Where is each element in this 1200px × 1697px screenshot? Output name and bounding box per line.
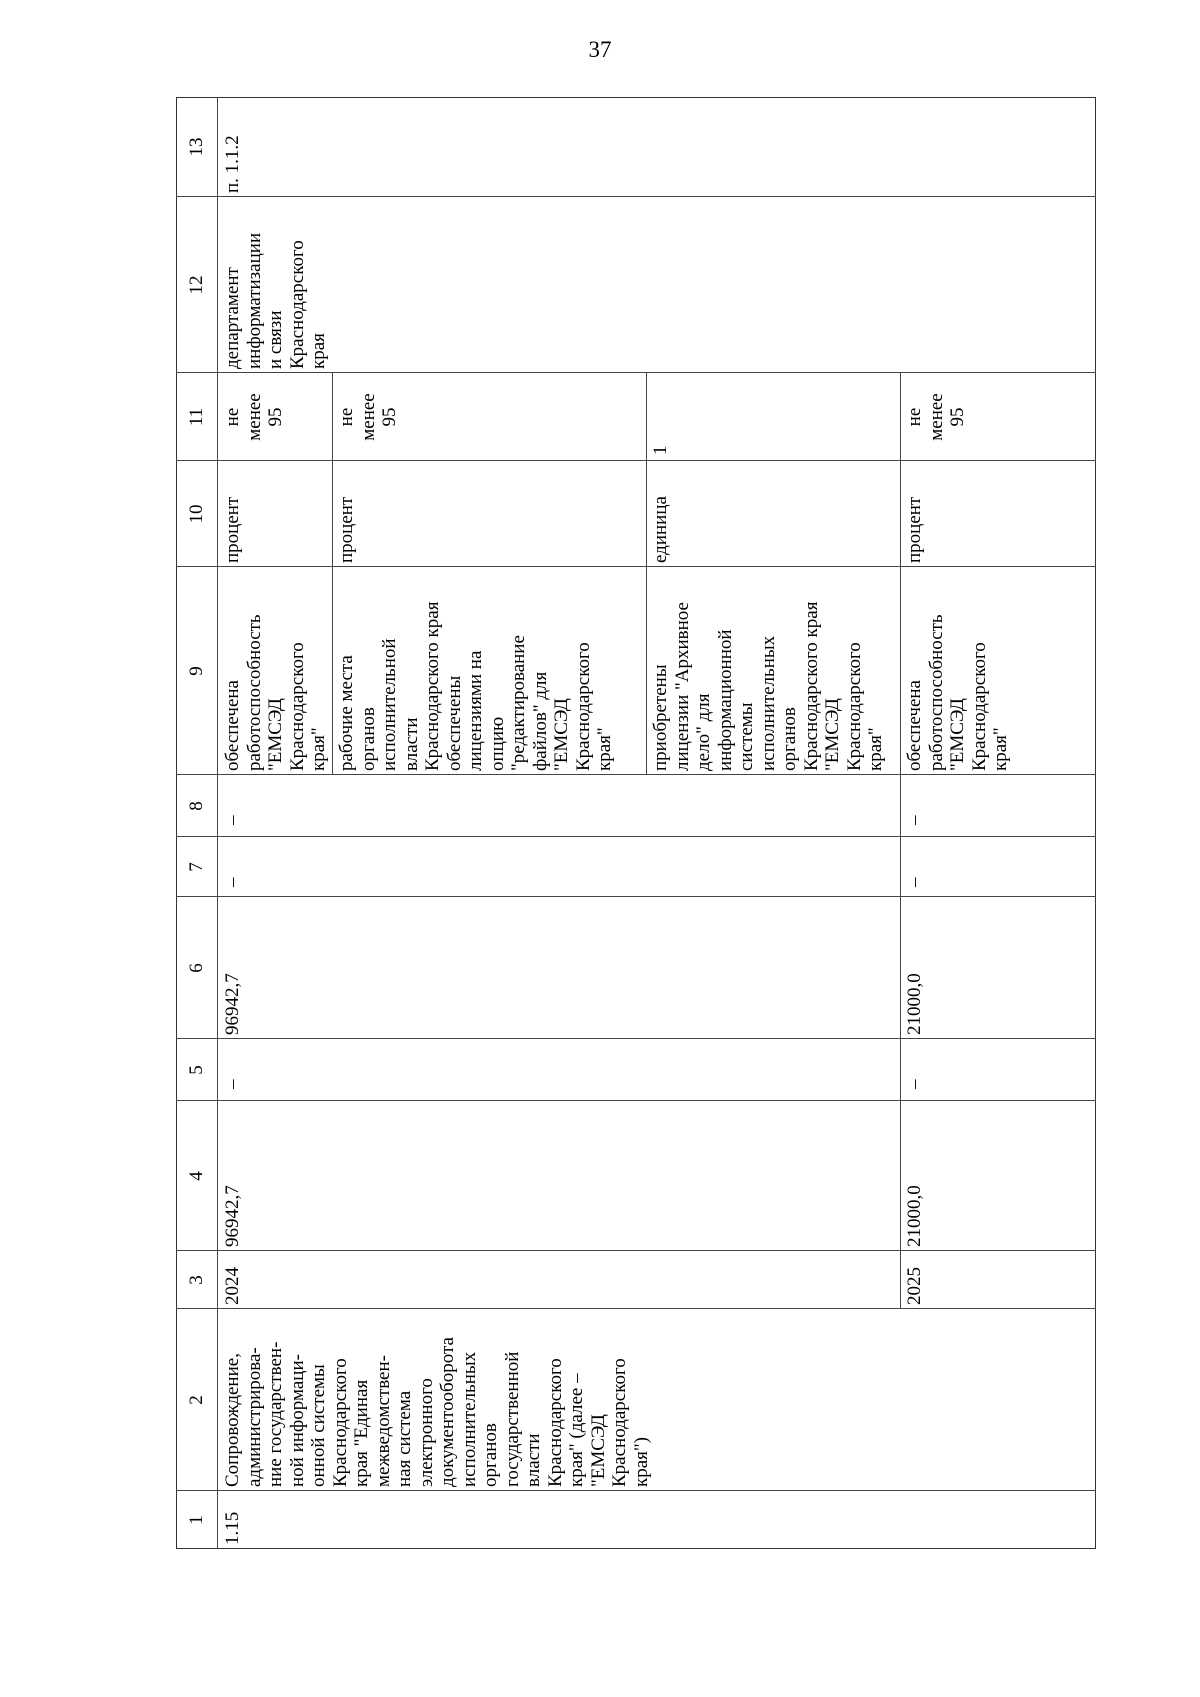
col7-2024: – bbox=[222, 877, 243, 887]
header-col-11: 11 bbox=[186, 407, 207, 427]
col-line-9 bbox=[176, 566, 1096, 567]
col-line-6 bbox=[176, 896, 1096, 897]
responsible-department: департамент информатизации и связи Краснодарского края bbox=[222, 232, 329, 369]
total-2024: 96942,7 bbox=[222, 1185, 243, 1247]
result-value-2024-1: не менее 95 bbox=[222, 393, 286, 441]
result-value-2025-1: не менее 95 bbox=[904, 393, 968, 441]
header-col-5: 5 bbox=[186, 1065, 207, 1075]
result-unit-2025-1: процент bbox=[904, 496, 925, 563]
page-number: 37 bbox=[588, 37, 612, 62]
header-col-4: 4 bbox=[186, 1171, 207, 1181]
col-line-11 bbox=[176, 372, 1096, 373]
col6-2025: 21000,0 bbox=[904, 973, 925, 1035]
row-number: 1.15 bbox=[222, 1511, 243, 1545]
result-unit-2024-2: процент bbox=[336, 496, 357, 563]
col8-2024: – bbox=[222, 815, 243, 825]
result-divider-1 bbox=[332, 373, 333, 775]
header-col-10: 10 bbox=[186, 504, 207, 524]
reference-point: п. 1.1.2 bbox=[222, 135, 243, 193]
activity-name: Сопровождение, администрирова- ние государствен- ной информаци- онной системы Краснодарского края "Единая межведомствен- ная система электронного документооборота исполнительных органов государственной власти Краснодарского края" (далее – "ЕМСЭД Краснодарского края") bbox=[222, 1337, 652, 1487]
col6-2024: 96942,7 bbox=[222, 973, 243, 1035]
col-line-3 bbox=[176, 1250, 1096, 1251]
col-line-1 bbox=[176, 1490, 1096, 1491]
program-table bbox=[176, 97, 1096, 1549]
header-col-1: 1 bbox=[186, 1515, 207, 1525]
header-col-2: 2 bbox=[186, 1395, 207, 1405]
result-divider-2 bbox=[646, 373, 647, 775]
header-col-8: 8 bbox=[186, 801, 207, 811]
result-text-2024-2: рабочие места органов исполнительной власти Краснодарского края обеспечены лицензиями на опцию "редактирование файлов" для "ЕМСЭД Краснодарского края" bbox=[336, 601, 615, 771]
result-value-2024-2: не менее 95 bbox=[336, 393, 400, 441]
result-unit-2024-1: процент bbox=[222, 496, 243, 563]
col-line-4 bbox=[176, 1100, 1096, 1101]
col7-2025: – bbox=[904, 877, 925, 887]
col-line-10 bbox=[176, 460, 1096, 461]
header-col-6: 6 bbox=[186, 963, 207, 973]
year-2024: 2024 bbox=[222, 1267, 243, 1305]
col-line-8 bbox=[176, 774, 1096, 775]
col5-2024: – bbox=[222, 1079, 243, 1089]
col-line-12 bbox=[176, 196, 1096, 197]
year-row-divider bbox=[900, 373, 901, 1309]
total-2025: 21000,0 bbox=[904, 1185, 925, 1247]
header-col-12: 12 bbox=[186, 275, 207, 295]
col8-2025: – bbox=[904, 815, 925, 825]
col-line-5 bbox=[176, 1038, 1096, 1039]
result-text-2024-3: приобретены лицензии "Архивное дело" для информационной системы исполнительных органов Краснодарского края "ЕМСЭД Краснодарского края" bbox=[650, 601, 886, 771]
result-value-2024-3: 1 bbox=[650, 445, 671, 455]
result-text-2025-1: обеспечена работоспособность "ЕМСЭД Краснодарского края" bbox=[904, 614, 1011, 771]
result-unit-2024-3: единица bbox=[650, 496, 671, 563]
header-col-9: 9 bbox=[186, 666, 207, 676]
header-col-13: 13 bbox=[186, 137, 207, 157]
year-2025: 2025 bbox=[904, 1267, 925, 1305]
header-col-3: 3 bbox=[186, 1275, 207, 1285]
col-line-2 bbox=[176, 1308, 1096, 1309]
rotated-table-area bbox=[176, 97, 1096, 1549]
header-col-7: 7 bbox=[186, 862, 207, 872]
result-text-2024-1: обеспечена работоспособность "ЕМСЭД Краснодарского края" bbox=[222, 614, 329, 771]
col-line-7 bbox=[176, 836, 1096, 837]
col5-2025: – bbox=[904, 1079, 925, 1089]
